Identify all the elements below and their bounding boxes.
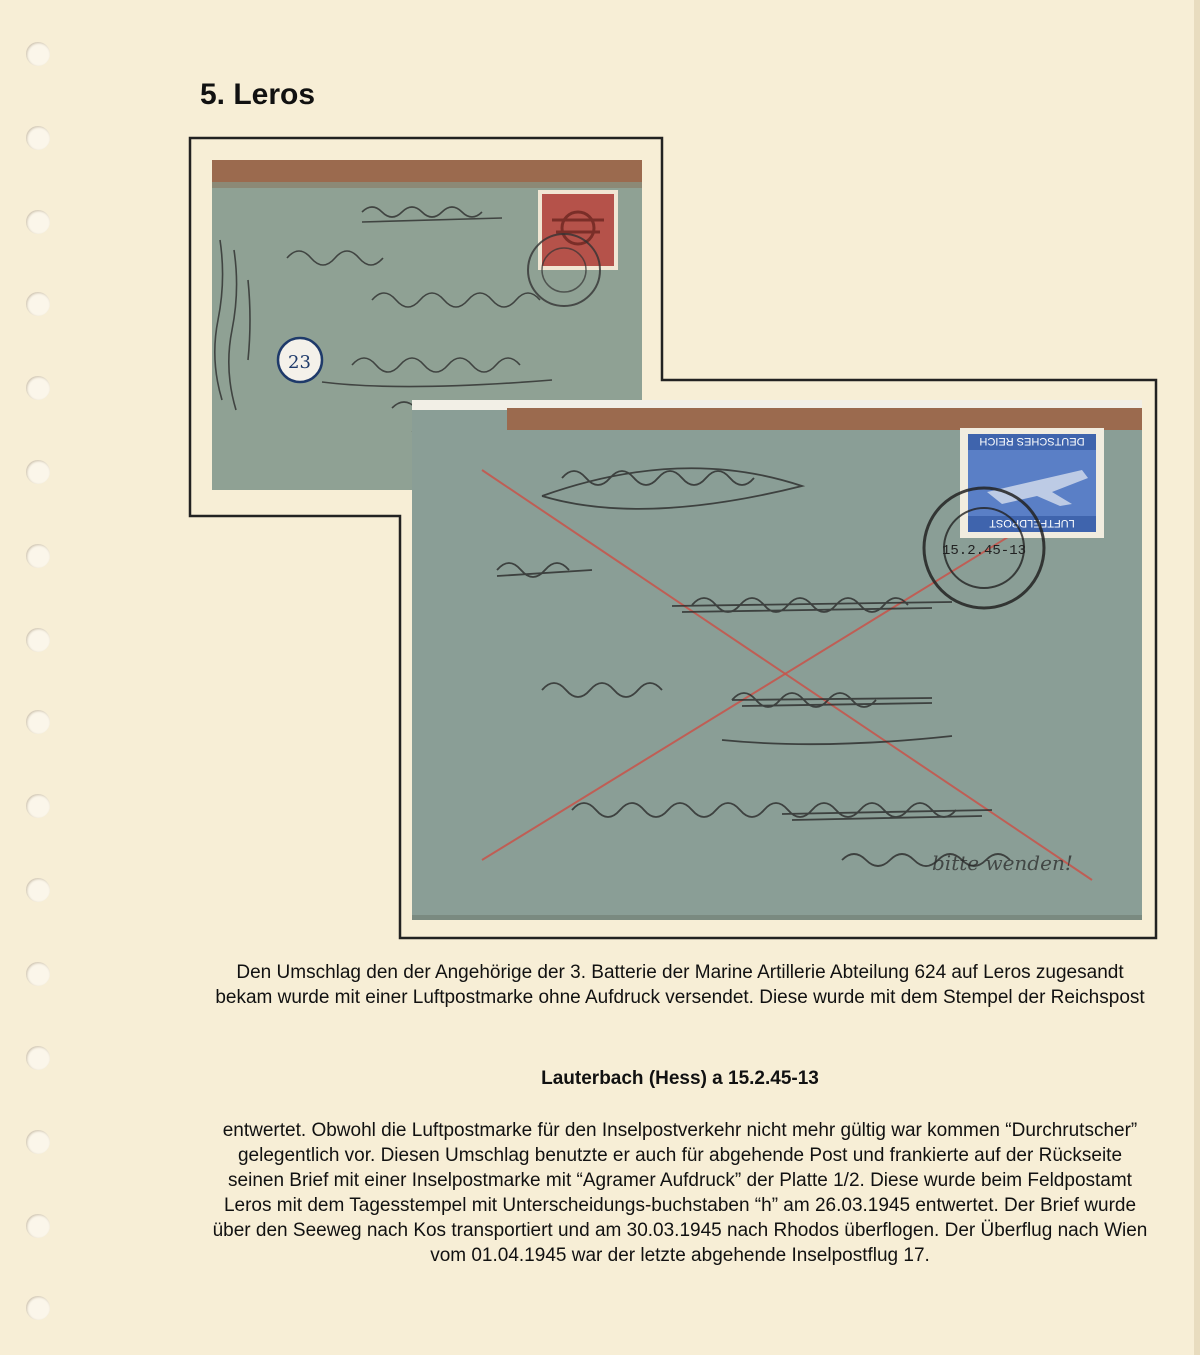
blue-stamp (960, 428, 1104, 538)
page-title: 5. Leros (200, 78, 316, 111)
stamp-top-text: DEUTSCHES REICH (979, 435, 1085, 447)
postmark-date: 15.2.45-13 (941, 543, 1027, 559)
stamp-bottom-text: LUFTFELDPOST (989, 517, 1075, 529)
handwriting-note: bitte wenden! (932, 851, 1073, 875)
svg-text:23: 23 (288, 352, 311, 373)
envelope-large (412, 400, 1142, 920)
caption-postmark-line: Lauterbach (Hess) a 15.2.45-13 (541, 1068, 819, 1089)
caption-paragraph-1: Den Umschlag den der Angehörige der 3. Batterie der Marine Artillerie Abteilung 624 auf Leros zugesandt bekam wurde mit einer Luftpostmarke ohne Aufdruck versendet. Diese wurde mit dem Stempel der Reichspost (215, 962, 1145, 1008)
caption-paragraph-2: entwertet. Obwohl die Luftpostmarke für den Inselpostverkehr nicht mehr gültig war kommen “Durchrutscher” gelegentlich vor. Diesen Umschlag benutzte er auch für abgehende Post und frankierte auf der Rückseite seinen Brief mit einer Inselpostmarke mit “Agramer Aufdruck” der Platte 1/2. Diese wurde beim Feldpostamt Leros mit dem Tagesstempel mit Unterscheidungs-buchstaben “h” am 26.03.1945 entwertet. Der Brief wurde über den Seeweg nach Kos transportiert und am 30.03.1945 nach Rhodos überflogen. Der Überflug nach Wien vom 01.04.1945 war der letzte abgehende Inselpostflug 17. (212, 1120, 1148, 1266)
red-stamp (538, 190, 618, 270)
